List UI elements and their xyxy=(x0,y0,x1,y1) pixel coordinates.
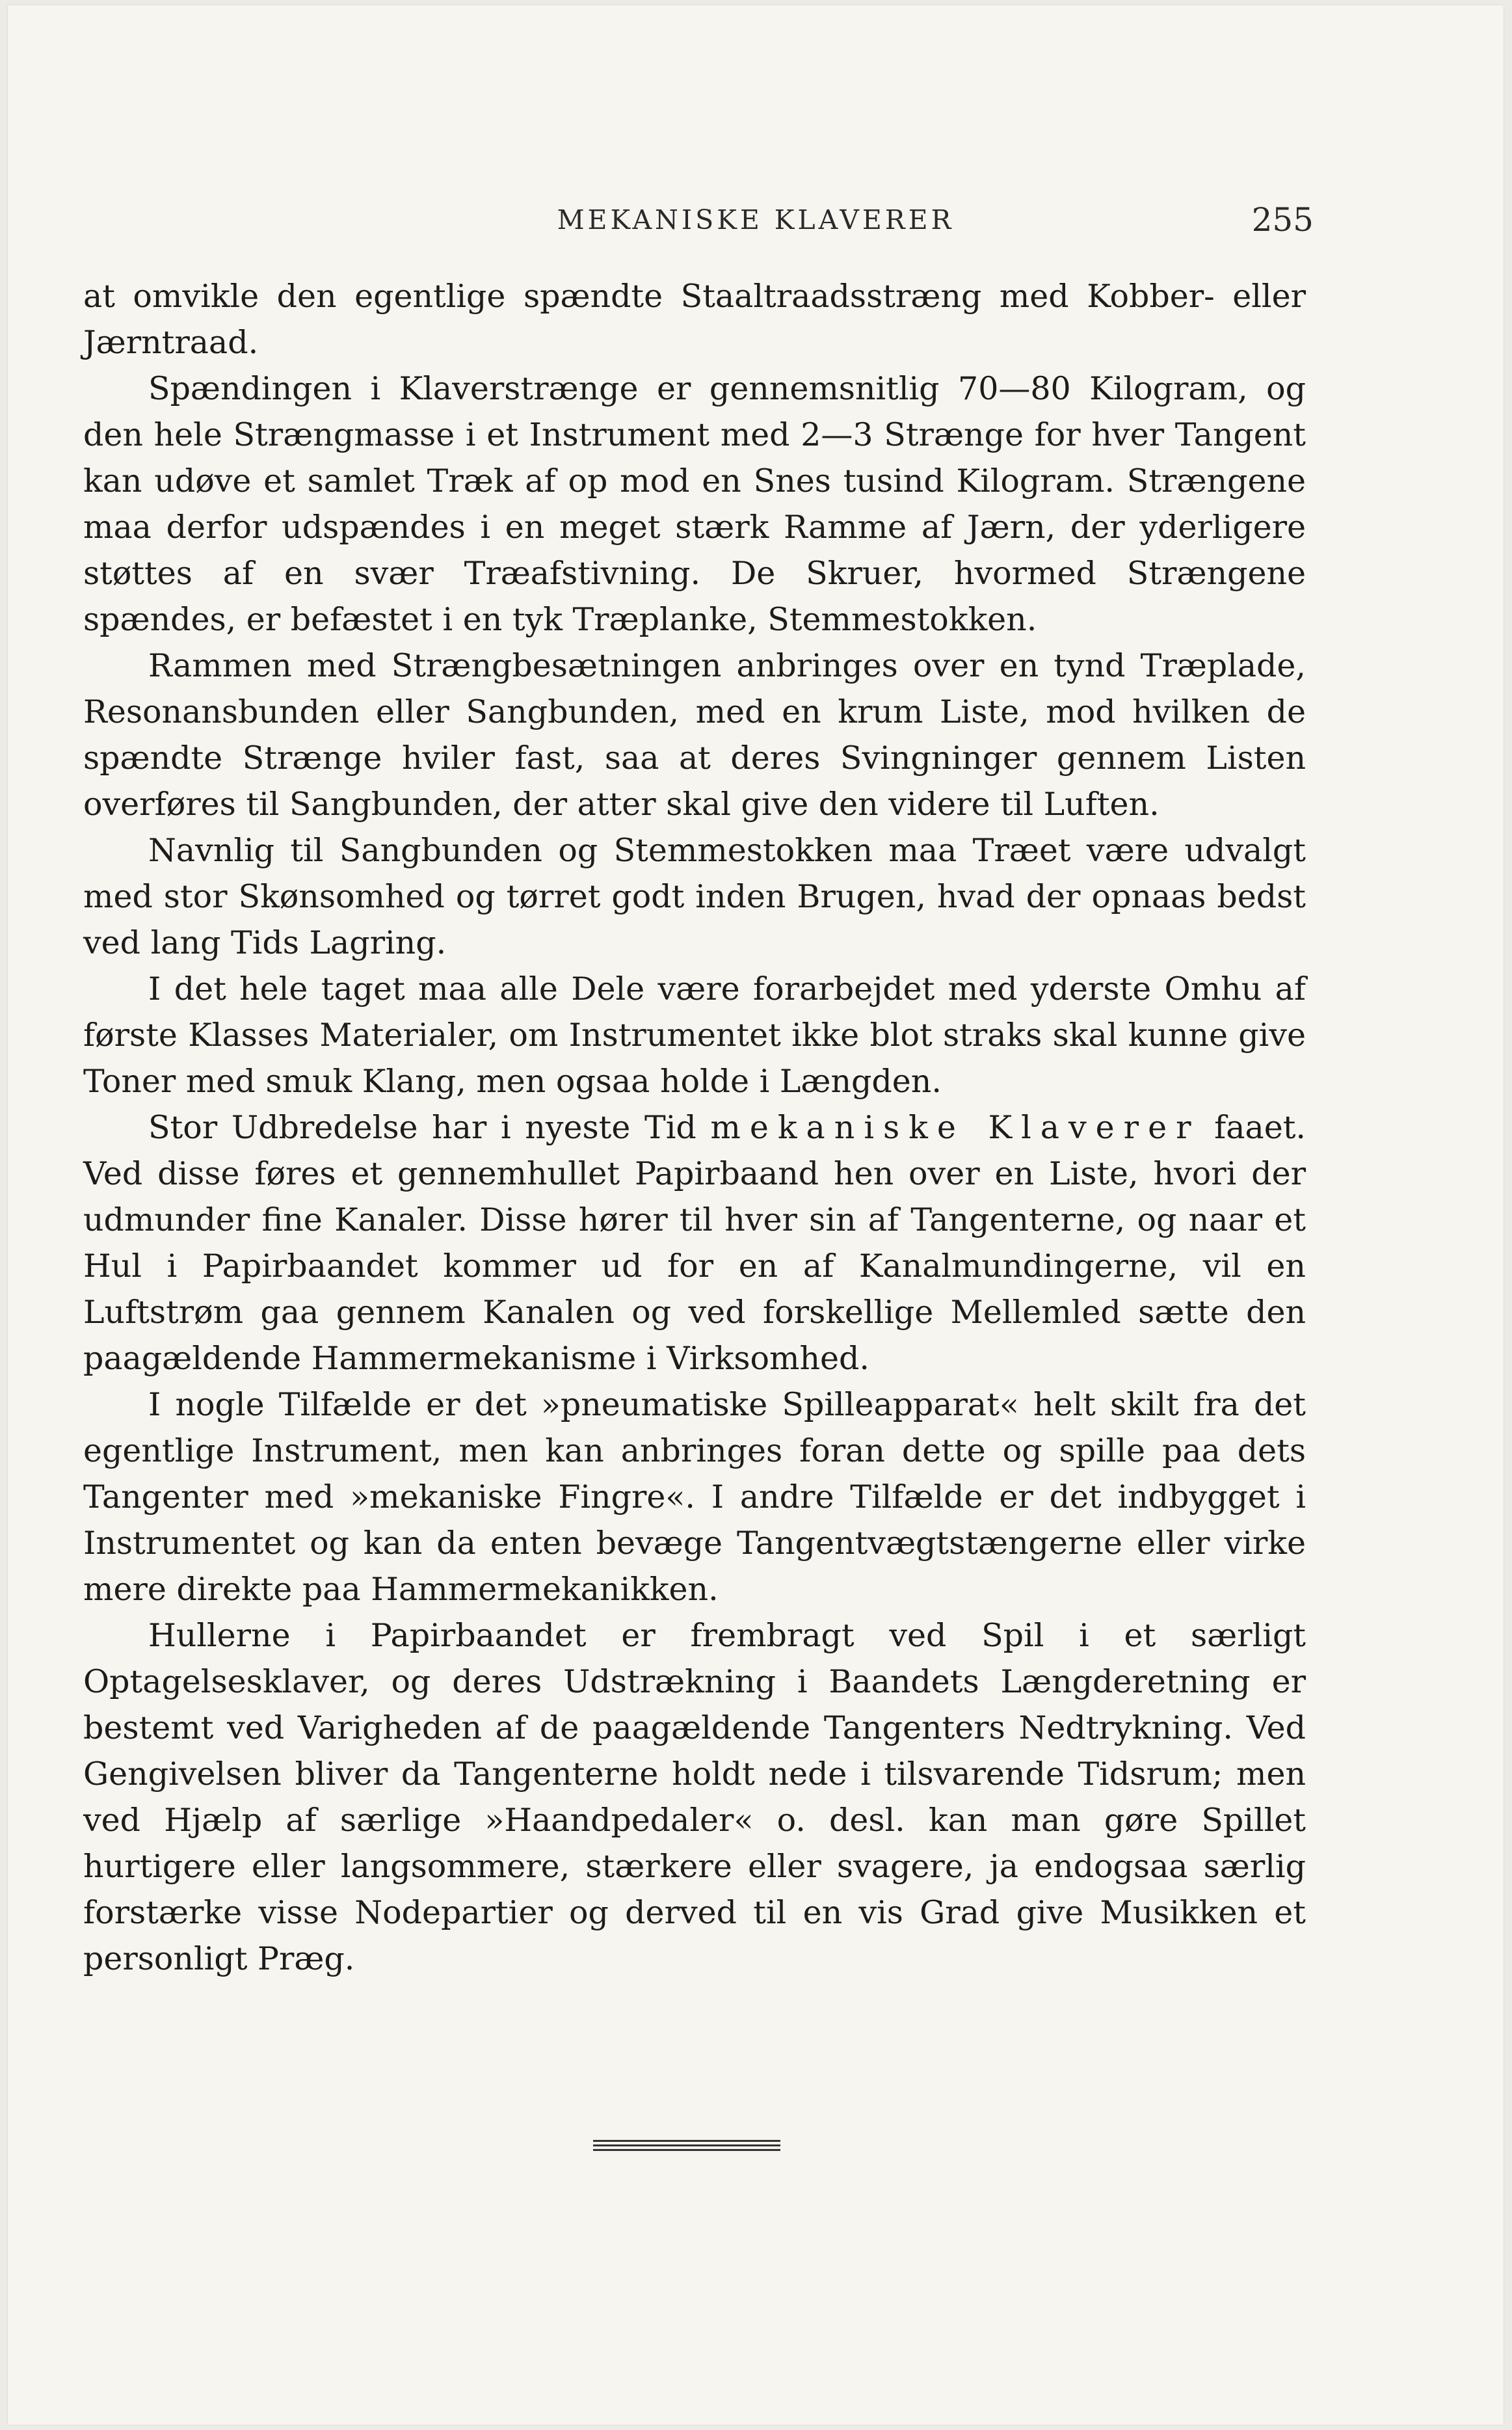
end-of-section-rule xyxy=(593,2140,780,2152)
book-page xyxy=(8,5,1504,2425)
rule-line-top xyxy=(593,2140,780,2142)
paragraph-text: I det hele taget maa alle Dele være forarbejdet med yderste Omhu af første Klasses Materialer, om Instrumentet ikke blot straks skal kunne give Toner med smuk Klang, men ogsaa holde i Længden. xyxy=(83,970,1306,1100)
running-head xyxy=(8,200,1504,239)
page-number: 255 xyxy=(1251,201,1314,239)
paragraph-text: Stor Udbredelse har i nyeste Tid xyxy=(148,1109,711,1146)
rule-line-middle xyxy=(593,2144,780,2146)
paragraph-1 xyxy=(83,273,1306,366)
paragraph-text: faaet. Ved disse føres et gennemhullet Papirbaand hen over en Liste, hvori der udmunder fine Kanaler. Disse hører til hver sin af Tangenterne, og naar et Hul i Papirbaandet kommer ud for en af Kanalmundingerne, vil en Luftstrøm gaa gennem Kanalen og ved forskellige Mellemled sætte den paagældende Hammermekanisme i Virksomhed. xyxy=(83,1109,1306,1377)
paragraph-text: I nogle Tilfælde er det »pneumatiske Spilleapparat« helt skilt fra det egentlige Instrument, men kan anbringes foran dette og spille paa dets Tangenter med »mekaniske Fingre«. I andre Tilfælde er det indbygget i Instrumentet og kan da enten bevæge Tangentvægtstængerne eller virke mere direkte paa Hammermekanikken. xyxy=(83,1386,1306,1608)
paragraph-text: Hullerne i Papirbaandet er frembragt ved Spil i et særligt Optagelsesklaver, og deres Udstrækning i Baandets Længderetning er bestemt ved Varigheden af de paagældende Tangenters Nedtrykning. Ved Gengivelsen bliver da Tangenterne holdt nede i tilsvarende Tidsrum; men ved Hjælp af særlige »Haandpedaler« o. desl. kan man gøre Spillet hurtigere eller langsommere, stærkere eller svagere, ja endogsaa særlig forstærke visse Nodepartier og derved til en vis Grad give Musikken et personligt Præg. xyxy=(83,1617,1306,1977)
paragraph-text: Spændingen i Klaverstrænge er gennemsnitlig 70—80 Kilogram, og den hele Strængmasse i et Instrument med 2—3 Strænge for hver Tangent kan udøve et samlet Træk af op mod en Snes tusind Kilogram. Strængene maa derfor udspændes i en meget stærk Ramme af Jærn, der yderligere støttes af en svær Træafstivning. De Skruer, hvormed Strængene spændes, er befæstet i en tyk Træplanke, Stemmestokken. xyxy=(83,370,1306,638)
paragraph-2 xyxy=(83,366,1306,643)
paragraph-text: Rammen med Strængbesætningen anbringes over en tynd Træplade, Resonansbunden eller Sangbunden, med en krum Liste, mod hvilken de spændte Strænge hviler fast, saa at deres Svingninger gennem Listen overføres til Sangbunden, der atter skal give den videre til Luften. xyxy=(83,647,1306,823)
spaced-emphasis: mekaniske Klaverer xyxy=(710,1109,1200,1146)
paragraph-6 xyxy=(83,1104,1306,1382)
body-text xyxy=(83,273,1306,1982)
paragraph-3 xyxy=(83,643,1306,827)
paragraph-4 xyxy=(83,827,1306,966)
rule-line-bottom xyxy=(593,2149,780,2151)
paragraph-5 xyxy=(83,966,1306,1104)
running-title: MEKANISKE KLAVERER xyxy=(557,204,955,235)
paragraph-8 xyxy=(83,1612,1306,1982)
paragraph-text: Navnlig til Sangbunden og Stemmestokken maa Træet være udvalgt med stor Skønsomhed og tørret godt inden Brugen, hvad der opnaas bedst ved lang Tids Lagring. xyxy=(83,832,1306,961)
paragraph-text: at omvikle den egentlige spændte Staaltraadsstræng med Kobber- eller Jærntraad. xyxy=(83,278,1306,361)
paragraph-7 xyxy=(83,1382,1306,1612)
